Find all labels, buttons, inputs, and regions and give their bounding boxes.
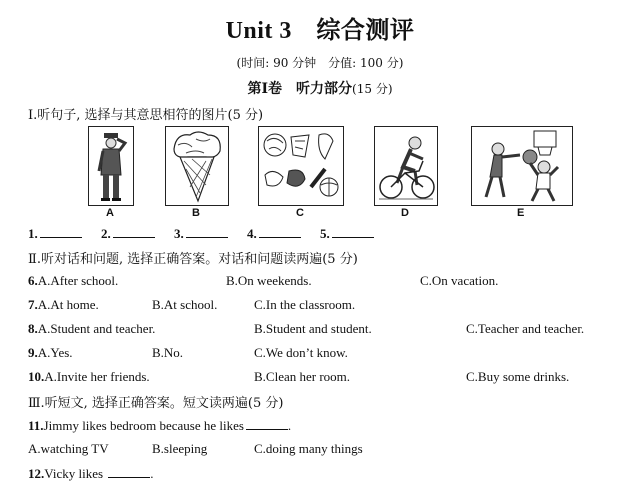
page-title: Unit 3 综合测评 <box>225 18 415 44</box>
option-a: A.Invite her friends. <box>44 369 150 384</box>
question-9: 9.A.Yes. <box>28 345 73 360</box>
option-b: B.Clean her room. <box>254 369 351 384</box>
basketball-players-icon <box>472 127 572 205</box>
question-number: 8 <box>28 321 35 336</box>
picture-d <box>374 126 438 206</box>
option-c: C.On vacation. <box>420 273 499 288</box>
option-a: A.At home. <box>37 297 99 312</box>
exam-info: (时间: 90 分钟 分值: 100 分) <box>236 56 404 70</box>
question-number: 10 <box>28 369 41 384</box>
answer-blank-11[interactable] <box>246 417 288 430</box>
option-c: C.We don’t know. <box>254 345 348 360</box>
option-c: C.In the classroom. <box>254 297 356 312</box>
answer-blank-1[interactable] <box>40 225 82 238</box>
option-b: B.On weekends. <box>226 273 312 288</box>
answer-number-3: 3. <box>174 226 184 241</box>
section1-heading: Ⅰ.听句子, 选择与其意思相符的图片(5 分) <box>28 108 264 123</box>
picture-e <box>471 126 573 206</box>
question-stem: Jimmy likes bedroom because he likes <box>43 418 244 433</box>
vegetables-icon <box>259 127 343 205</box>
answer-blanks-row <box>28 225 390 242</box>
question-end: . <box>287 418 292 433</box>
option-b: B.sleeping <box>152 441 208 456</box>
answer-number-4: 4. <box>247 226 257 241</box>
answer-number-2: 2. <box>101 226 111 241</box>
question-number: 7 <box>28 297 35 312</box>
option-b: B.No. <box>152 345 184 360</box>
option-a: A.Yes. <box>37 345 73 360</box>
option-b: B.At school. <box>152 297 218 312</box>
picture-label-e: E <box>517 207 525 219</box>
section2-heading: Ⅱ.听对话和问题, 选择正确答案。对话和问题读两遍(5 分) <box>28 252 358 267</box>
question-stem: Vicky likes <box>44 466 104 481</box>
option-c: C.doing many things <box>254 441 363 456</box>
answer-number-5: 5. <box>320 226 330 241</box>
question-number: 6 <box>28 273 35 288</box>
picture-label-a: A <box>106 207 114 219</box>
option-b: B.Student and student. <box>254 321 372 336</box>
question-11: 11.Jimmy likes bedroom because he likes . <box>28 418 292 433</box>
picture-label-c: C <box>296 207 304 219</box>
answer-blank-5[interactable] <box>332 225 374 238</box>
picture-label-b: B <box>192 207 200 219</box>
question-8: 8.A.Student and teacher. <box>28 321 156 336</box>
picture-a <box>88 126 134 206</box>
question-7: 7.A.At home. <box>28 297 99 312</box>
option-c: C.Teacher and teacher. <box>466 321 585 336</box>
question-10: 10.A.Invite her friends. <box>28 369 150 384</box>
cyclist-icon <box>375 127 437 205</box>
part-title <box>0 78 640 98</box>
answer-blank-4[interactable] <box>259 225 301 238</box>
picture-c <box>258 126 344 206</box>
option-a: A.Student and teacher. <box>37 321 156 336</box>
picture-label-d: D <box>401 207 409 219</box>
answer-blank-3[interactable] <box>186 225 228 238</box>
part-score: (15 分) <box>352 82 393 96</box>
option-a: A.After school. <box>37 273 119 288</box>
section3-heading: Ⅲ.听短文, 选择正确答案。短文读两遍(5 分) <box>28 396 284 411</box>
answer-number-1: 1. <box>28 226 38 241</box>
question-12: 12.Vicky likes . <box>28 466 154 481</box>
question-number: 9 <box>28 345 35 360</box>
question-6: 6.A.After school. <box>28 273 119 288</box>
question-number: 11 <box>28 418 41 433</box>
ice-cream-cone-icon <box>166 127 228 205</box>
answer-blank-2[interactable] <box>113 225 155 238</box>
saluting-policeman-icon <box>89 127 133 205</box>
question-end: . <box>150 466 154 481</box>
option-a: A.watching TV <box>28 441 109 456</box>
answer-blank-12[interactable] <box>108 465 150 478</box>
part-title-text: 第Ⅰ卷 听力部分 <box>247 81 353 97</box>
picture-b <box>165 126 229 206</box>
question-number: 12 <box>28 466 41 481</box>
option-c: C.Buy some drinks. <box>466 369 570 384</box>
